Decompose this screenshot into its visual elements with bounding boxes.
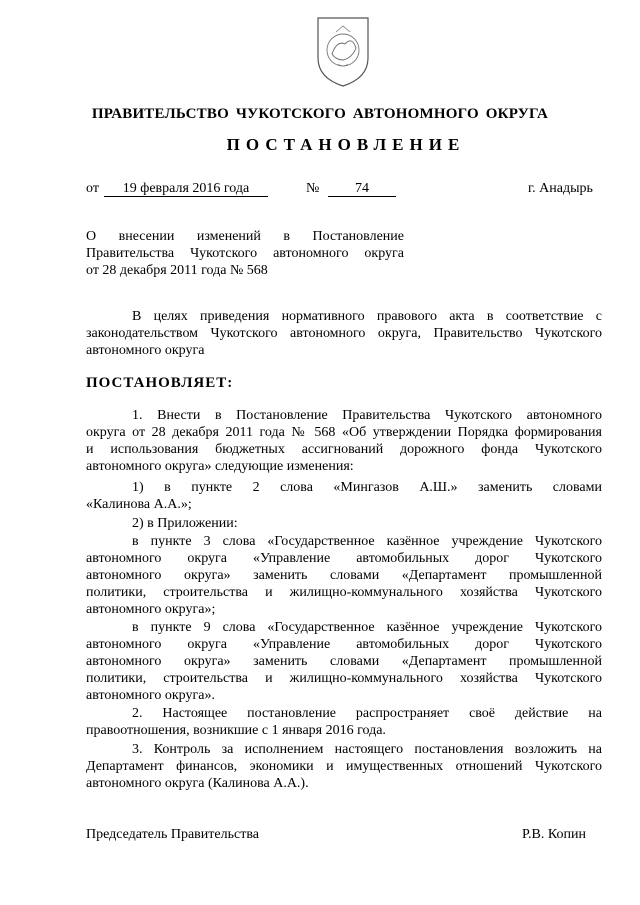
subject-line: от 28 декабря 2011 года № 568 (86, 263, 268, 278)
preamble-line: автономного округа (86, 343, 205, 358)
date-value: 19 февраля 2016 года (104, 181, 268, 197)
body-line: автономного округа «Управление автомобильных дорог Чукотского (86, 637, 602, 652)
number-field (328, 181, 396, 197)
body-line: автономного округа»; (86, 602, 216, 617)
body-line: 1. Внести в Постановление Правительства Чукотского автономного (132, 408, 602, 423)
number-value: 74 (328, 181, 396, 197)
body-line: 1) в пункте 2 слова «Мингазов А.Ш.» заменить словами (132, 480, 602, 495)
signature-position: Председатель Правительства (86, 827, 259, 842)
body-line: «Калинова А.А.»; (86, 497, 192, 512)
body-line: округа от 28 декабря 2011 года № 568 «Об утверждении Порядка формирования (86, 425, 602, 440)
number-sign: № (306, 181, 320, 196)
coat-of-arms-icon (312, 14, 374, 90)
body-line: автономного округа» следующие изменения: (86, 459, 354, 474)
body-line: 2. Настоящее постановление распространяет своё действие на (132, 706, 602, 721)
decree-word: ПОСТАНОВЛЯЕТ: (86, 375, 234, 391)
body-line: автономного округа». (86, 688, 215, 703)
government-title: ПРАВИТЕЛЬСТВО ЧУКОТСКОГО АВТОНОМНОГО ОКРУГА (91, 106, 549, 122)
document-type-title: ПОСТАНОВЛЕНИЕ (226, 135, 466, 154)
preamble-line: законодательством Чукотского автономного округа, Правительство Чукотского (86, 326, 602, 341)
body-line: политики, строительства и жилищно-коммунального хозяйства Чукотского (86, 671, 602, 686)
body-line: Департамент финансов, экономики и имущественных отношений Чукотского (86, 759, 602, 774)
city: г. Анадырь (528, 181, 593, 196)
preamble-line: В целях приведения нормативного правового акта в соответствие с (132, 309, 602, 324)
body-line: автономного округа» заменить словами «Департамент промышленной (86, 568, 602, 583)
body-line: автономного округа (Калинова А.А.). (86, 776, 309, 791)
body-line: автономного округа» заменить словами «Департамент промышленной (86, 654, 602, 669)
body-line: в пункте 9 слова «Государственное казённое учреждение Чукотского (132, 620, 602, 635)
body-line: правоотношения, возникшие с 1 января 2016 года. (86, 723, 386, 738)
body-line: политики, строительства и жилищно-коммунального хозяйства Чукотского (86, 585, 602, 600)
body-line: 2) в Приложении: (132, 516, 238, 531)
body-line: и использования бюджетных ассигнований дорожного фонда Чукотского (86, 442, 602, 457)
subject-line: О внесении изменений в Постановление (86, 229, 404, 244)
signature-name: Р.В. Копин (522, 827, 586, 842)
date-field (104, 181, 268, 197)
date-prefix: от (86, 181, 99, 196)
body-line: 3. Контроль за исполнением настоящего постановления возложить на (132, 742, 602, 757)
subject-line: Правительства Чукотского автономного округа (86, 246, 404, 261)
body-line: автономного округа «Управление автомобильных дорог Чукотского (86, 551, 602, 566)
body-line: в пункте 3 слова «Государственное казённое учреждение Чукотского (132, 534, 602, 549)
